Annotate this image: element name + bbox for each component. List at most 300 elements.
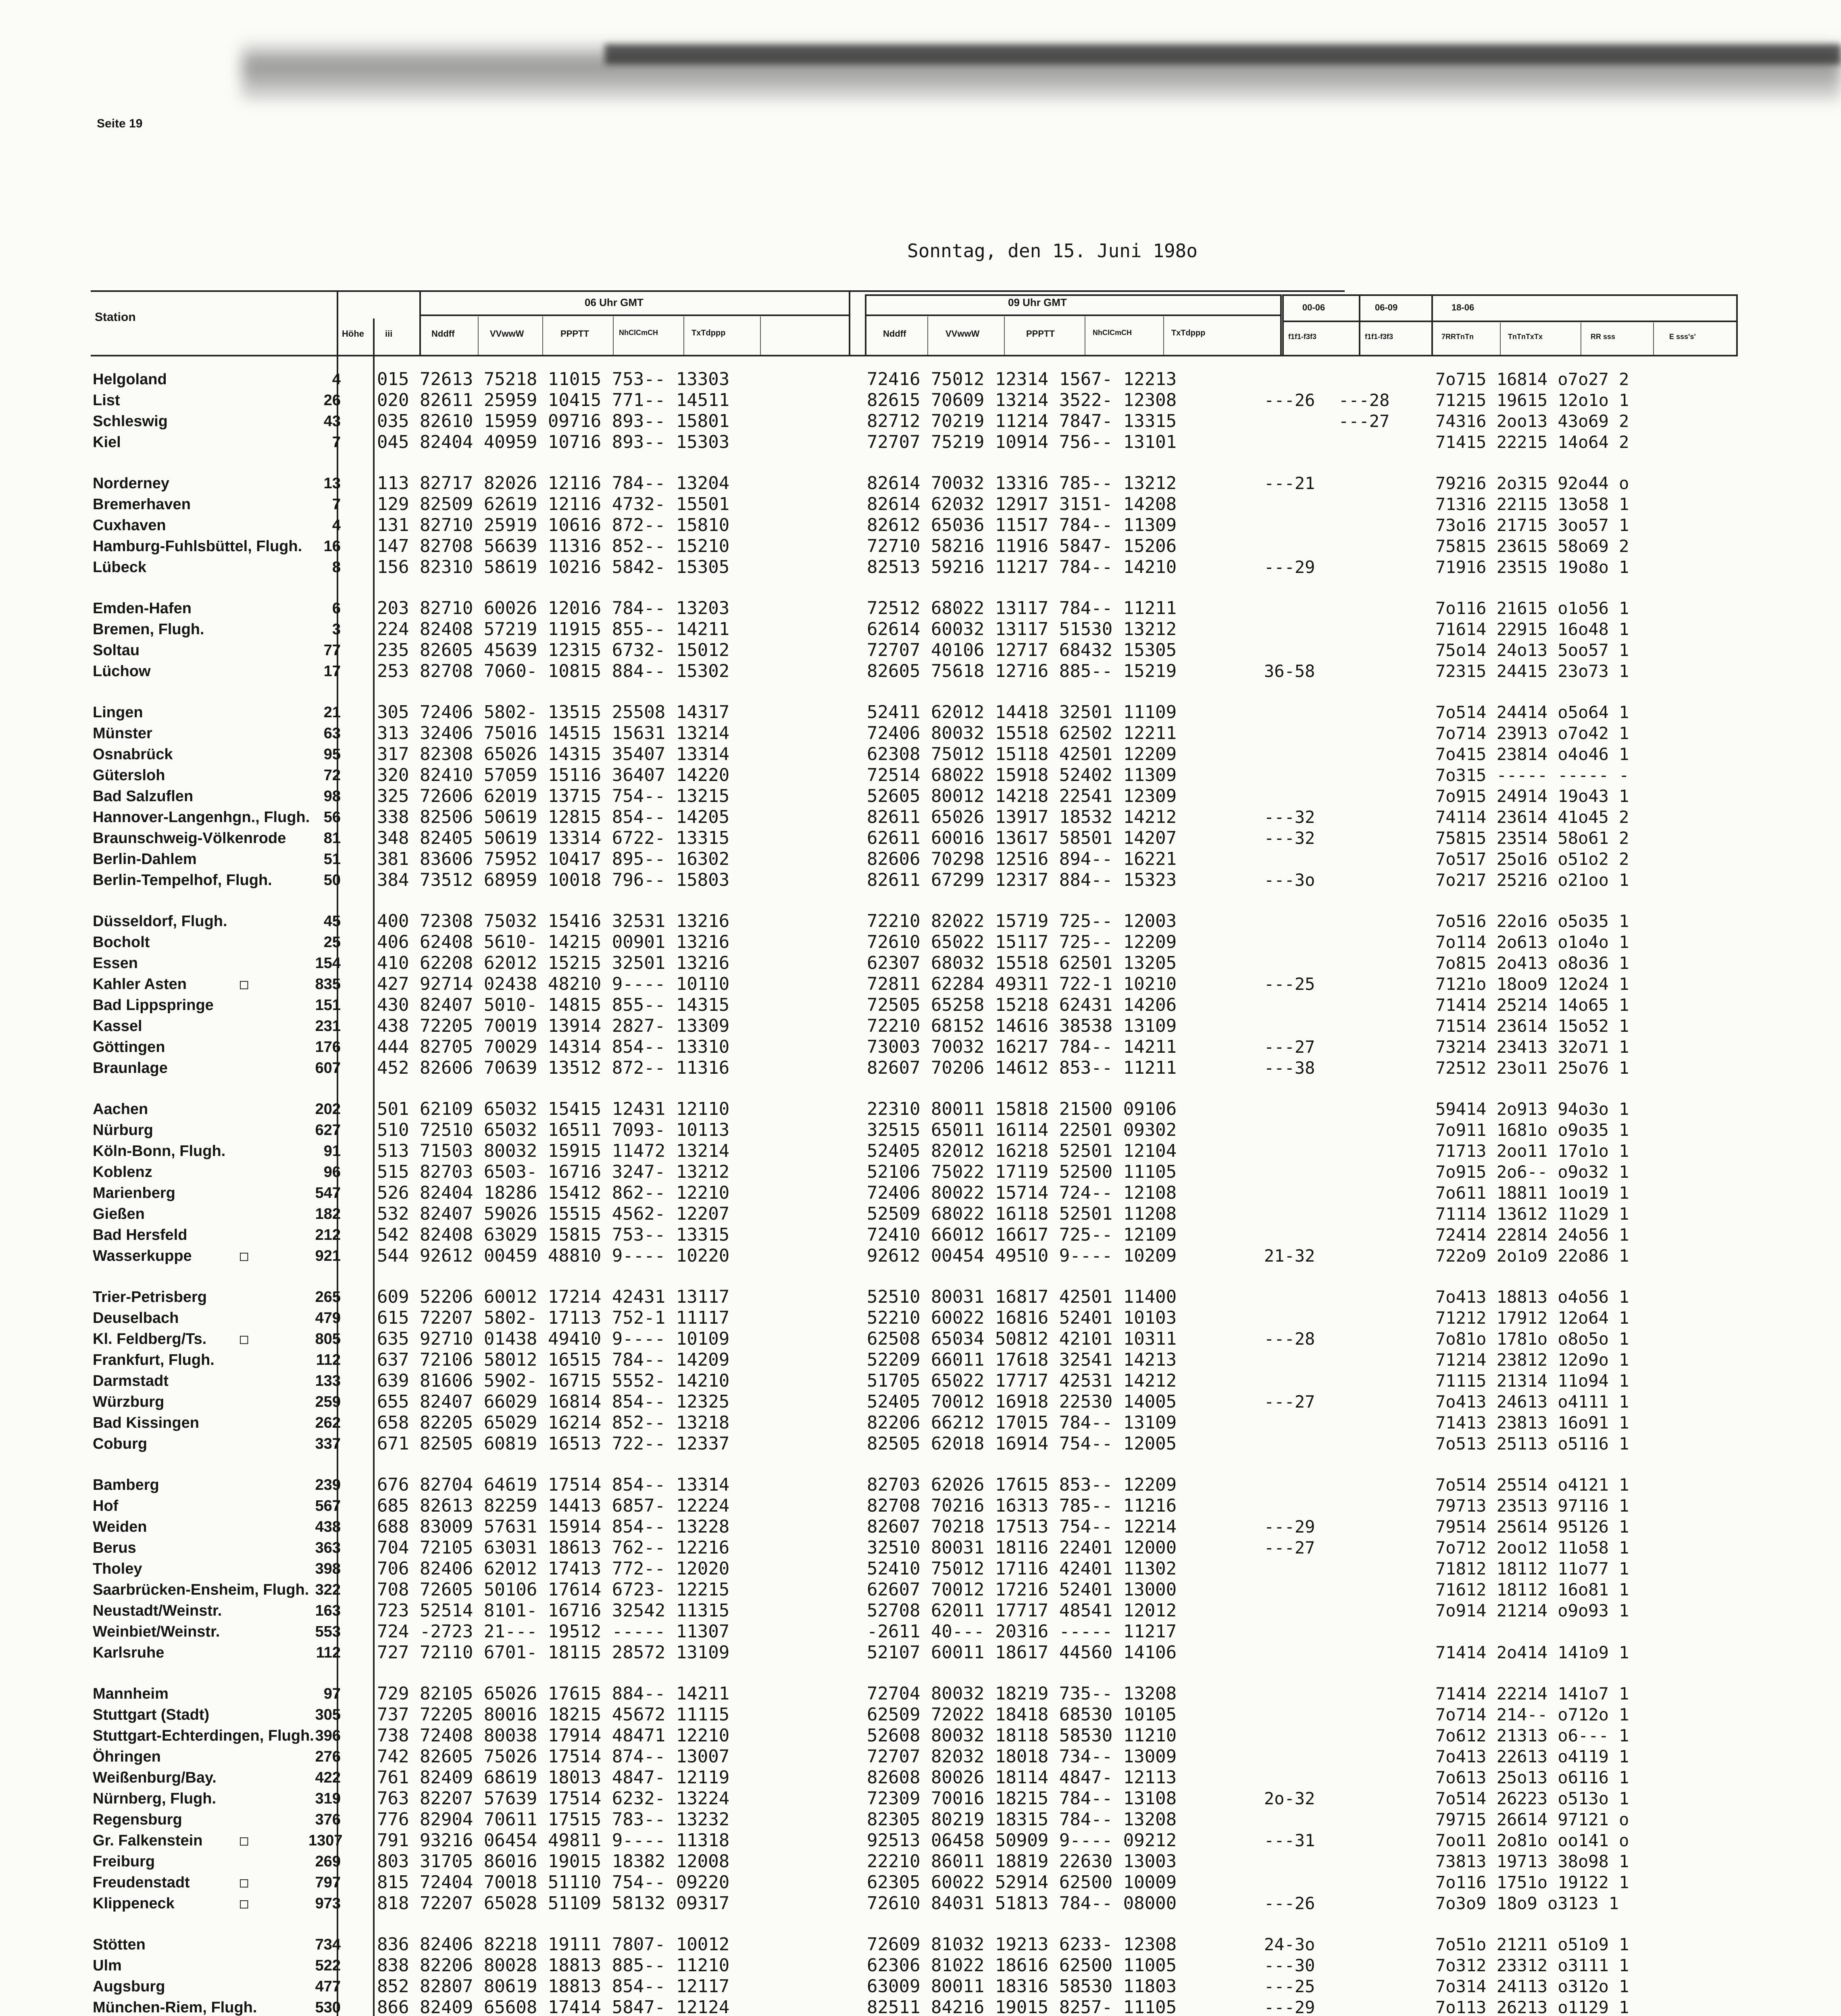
station-hoehe: 269 xyxy=(315,1853,341,1870)
period-1-value: ---21 xyxy=(1264,473,1315,493)
table-row xyxy=(0,1642,1841,1663)
station-hoehe: 259 xyxy=(315,1393,341,1410)
obs-09-gmt: 82607 70206 14612 853-- 11211 xyxy=(867,1058,1177,1078)
obs-09-gmt: 62611 60016 13617 58501 14207 xyxy=(867,828,1177,848)
station-hoehe: 530 xyxy=(315,1999,341,2016)
station-hoehe: 51 xyxy=(323,851,341,868)
obs-06-gmt: 452 82606 70639 13512 872-- 11316 xyxy=(377,1058,730,1078)
header-09-col-4: NhClCmCH xyxy=(1093,329,1132,337)
station-name: Norderney xyxy=(93,475,170,492)
obs-09-gmt: -2611 40--- 20316 ----- 11217 xyxy=(867,1621,1177,1642)
obs-09-gmt: 52410 75012 17116 42401 11302 xyxy=(867,1558,1177,1579)
summary-values: 7121o 18oo9 12o24 1 xyxy=(1435,974,1629,994)
summary-values: 72315 24415 23o73 1 xyxy=(1435,661,1629,681)
obs-06-gmt: 381 83606 75952 10417 895-- 16302 xyxy=(377,849,730,869)
station-hoehe: 182 xyxy=(315,1206,341,1223)
station-name: Osnabrück xyxy=(93,746,173,763)
station-hoehe: 50 xyxy=(323,872,341,889)
station-name: Lübeck xyxy=(93,559,147,576)
station-hoehe: 322 xyxy=(315,1581,341,1598)
summary-values: 72512 23o11 25o76 1 xyxy=(1435,1058,1629,1078)
obs-06-gmt: 325 72606 62019 13715 754-- 13215 xyxy=(377,786,730,806)
table-row xyxy=(0,1788,1841,1809)
obs-09-gmt: 82305 80219 18315 784-- 13208 xyxy=(867,1809,1177,1830)
obs-06-gmt: 803 31705 86016 19015 18382 12008 xyxy=(377,1851,730,1872)
station-name: Nürburg xyxy=(93,1122,153,1139)
station-name: Kiel xyxy=(93,434,121,451)
station-hoehe: 627 xyxy=(315,1122,341,1139)
summary-values: 7o611 18811 1oo19 1 xyxy=(1435,1183,1629,1203)
summary-values: 7o415 23814 o4o46 1 xyxy=(1435,744,1629,764)
station-name: Lingen xyxy=(93,704,143,721)
summary-values: 7o51o 21211 o51o9 1 xyxy=(1435,1935,1629,1954)
table-row xyxy=(0,1955,1841,1976)
table-row xyxy=(0,1579,1841,1600)
obs-06-gmt: 742 82605 75026 17514 874-- 13007 xyxy=(377,1746,730,1767)
header-06-col-3: PPPTT xyxy=(560,329,589,339)
obs-06-gmt: 723 52514 8101- 16716 32542 11315 xyxy=(377,1600,730,1621)
obs-06-gmt: 438 72205 70019 13914 2827- 13309 xyxy=(377,1016,730,1036)
station-hoehe: 25 xyxy=(323,934,341,951)
obs-09-gmt: 82513 59216 11217 784-- 14210 xyxy=(867,557,1177,577)
summary-values: 7o612 21313 o6--- 1 xyxy=(1435,1726,1629,1745)
obs-06-gmt: 544 92612 00459 48810 9---- 10220 xyxy=(377,1245,730,1266)
obs-09-gmt: 92513 06458 50909 9---- 09212 xyxy=(867,1830,1177,1851)
summary-values: 79715 26614 97121 o xyxy=(1435,1810,1629,1829)
obs-06-gmt: 688 83009 57631 15914 854-- 13228 xyxy=(377,1516,730,1537)
station-hoehe: 202 xyxy=(315,1101,341,1118)
obs-06-gmt: 791 93216 06454 49811 9---- 11318 xyxy=(377,1830,730,1851)
table-row xyxy=(0,1600,1841,1621)
period-1-value: ---27 xyxy=(1264,1538,1315,1558)
obs-09-gmt: 72610 84031 51813 784-- 08000 xyxy=(867,1893,1177,1914)
table-row xyxy=(0,1830,1841,1851)
obs-09-gmt: 72710 58216 11916 5847- 15206 xyxy=(867,536,1177,556)
header-06-col-5: TxTdppp xyxy=(691,329,726,337)
summary-values: 71414 25214 14o65 1 xyxy=(1435,995,1629,1015)
obs-06-gmt: 338 82506 50619 12815 854-- 14205 xyxy=(377,807,730,827)
obs-09-gmt: 72406 80032 15518 62502 12211 xyxy=(867,723,1177,744)
obs-09-gmt: 62306 81022 18616 62500 11005 xyxy=(867,1955,1177,1976)
station-hoehe: 319 xyxy=(315,1790,341,1807)
table-row xyxy=(0,619,1841,640)
station-hoehe: 112 xyxy=(316,1352,341,1368)
summary-values: 71514 23614 15o52 1 xyxy=(1435,1016,1629,1036)
obs-06-gmt: 676 82704 64619 17514 854-- 13314 xyxy=(377,1475,730,1495)
station-name: Weinbiet/Weinstr. xyxy=(93,1623,220,1640)
station-hoehe: 479 xyxy=(315,1310,341,1327)
summary-values: 74114 23614 41o45 2 xyxy=(1435,807,1629,827)
square-icon: □ xyxy=(240,1248,248,1264)
obs-06-gmt: 738 72408 80038 17914 48471 12210 xyxy=(377,1725,730,1746)
obs-09-gmt: 73003 70032 16217 784-- 14211 xyxy=(867,1037,1177,1057)
station-name: Stötten xyxy=(93,1936,146,1953)
station-hoehe: 398 xyxy=(315,1560,341,1577)
station-name: Gießen xyxy=(93,1206,145,1223)
period-1-value: ---38 xyxy=(1264,1058,1315,1078)
obs-09-gmt: 72707 75219 10914 756-- 13101 xyxy=(867,432,1177,452)
station-hoehe: 797 xyxy=(315,1874,341,1891)
obs-06-gmt: 761 82409 68619 18013 4847- 12119 xyxy=(377,1767,730,1788)
station-hoehe: 438 xyxy=(315,1518,341,1535)
obs-06-gmt: 513 71503 80032 15915 11472 13214 xyxy=(377,1141,730,1161)
station-name: Bad Kissingen xyxy=(93,1414,199,1431)
obs-09-gmt: 52209 66011 17618 32541 14213 xyxy=(867,1350,1177,1370)
period-1-value: ---30 xyxy=(1264,1956,1315,1975)
obs-09-gmt: 52405 82012 16218 52501 12104 xyxy=(867,1141,1177,1161)
obs-09-gmt: 82708 70216 16313 785-- 11216 xyxy=(867,1495,1177,1516)
station-hoehe: 72 xyxy=(323,767,341,784)
obs-06-gmt: 671 82505 60819 16513 722-- 12337 xyxy=(377,1433,730,1454)
period-1-value: ---31 xyxy=(1264,1831,1315,1850)
table-row xyxy=(0,411,1841,432)
station-name: Würzburg xyxy=(93,1393,165,1410)
station-name: Braunschweig-Völkenrode xyxy=(93,830,286,847)
page-number: Seite 19 xyxy=(97,117,143,130)
obs-06-gmt: 727 72110 6701- 18115 28572 13109 xyxy=(377,1642,730,1663)
station-name: Trier-Petrisberg xyxy=(93,1289,207,1306)
station-name: Köln-Bonn, Flugh. xyxy=(93,1143,226,1160)
obs-09-gmt: 52605 80012 14218 22541 12309 xyxy=(867,786,1177,806)
summary-values: 7o714 214-- o712o 1 xyxy=(1435,1705,1629,1724)
station-name: Cuxhaven xyxy=(93,517,166,534)
header-period-3: 18-06 xyxy=(1452,302,1474,312)
table-row xyxy=(0,1391,1841,1412)
summary-values: 75815 23514 58o61 2 xyxy=(1435,828,1629,848)
obs-09-gmt: 52510 80031 16817 42501 11400 xyxy=(867,1287,1177,1307)
obs-06-gmt: 737 72205 80016 18215 45672 11115 xyxy=(377,1704,730,1725)
station-hoehe: 276 xyxy=(315,1748,341,1765)
station-hoehe: 7 xyxy=(332,496,341,513)
table-row xyxy=(0,390,1841,411)
obs-06-gmt: 406 62408 5610- 14215 00901 13216 xyxy=(377,932,730,952)
obs-06-gmt: 763 82207 57639 17514 6232- 13224 xyxy=(377,1788,730,1809)
header-hoehe: Höhe xyxy=(342,329,364,339)
station-hoehe: 567 xyxy=(315,1497,341,1514)
obs-09-gmt: 62508 65034 50812 42101 10311 xyxy=(867,1329,1177,1349)
station-name: Bremen, Flugh. xyxy=(93,621,204,638)
station-name: Münster xyxy=(93,725,152,742)
obs-09-gmt: 72514 68022 15918 52402 11309 xyxy=(867,765,1177,785)
station-name: Bremerhaven xyxy=(93,496,191,513)
table-row xyxy=(0,995,1841,1016)
station-hoehe: 63 xyxy=(323,725,341,742)
obs-09-gmt: 51705 65022 17717 42531 14212 xyxy=(867,1370,1177,1391)
station-hoehe: 1307 xyxy=(308,1832,343,1849)
obs-06-gmt: 203 82710 60026 12016 784-- 13203 xyxy=(377,598,730,619)
obs-09-gmt: 72707 82032 18018 734-- 13009 xyxy=(867,1746,1177,1767)
obs-09-gmt: 52411 62012 14418 32501 11109 xyxy=(867,702,1177,723)
station-hoehe: 163 xyxy=(315,1602,341,1619)
summary-values: 71414 2o414 141o9 1 xyxy=(1435,1643,1629,1662)
period-1-value: ---26 xyxy=(1264,1893,1315,1913)
station-hoehe: 734 xyxy=(315,1936,341,1953)
period-1-value: ---27 xyxy=(1264,1037,1315,1057)
period-2-value: ---28 xyxy=(1339,390,1390,410)
header-09-gmt: 09 Uhr GMT xyxy=(1008,296,1067,308)
table-row xyxy=(0,1704,1841,1725)
station-hoehe: 8 xyxy=(332,559,341,576)
summary-values: 7o815 2o413 o8o36 1 xyxy=(1435,953,1629,973)
header-period-1-sub: f1f1-f3f3 xyxy=(1288,333,1317,341)
obs-09-gmt: 82611 67299 12317 884-- 15323 xyxy=(867,870,1177,890)
station-name: Berlin-Tempelhof, Flugh. xyxy=(93,872,272,889)
table-row xyxy=(0,1976,1841,1997)
obs-06-gmt: 147 82708 56639 11316 852-- 15210 xyxy=(377,536,730,556)
station-name: Kl. Feldberg/Ts. xyxy=(93,1331,207,1347)
station-name: Saarbrücken-Ensheim, Flugh. xyxy=(93,1581,309,1598)
summary-values: 7o514 25514 o4121 1 xyxy=(1435,1475,1629,1495)
obs-06-gmt: 348 82405 50619 13314 6722- 13315 xyxy=(377,828,730,848)
obs-06-gmt: 532 82407 59026 15515 4562- 12207 xyxy=(377,1204,730,1224)
station-hoehe: 81 xyxy=(323,830,341,847)
station-hoehe: 921 xyxy=(315,1248,341,1264)
station-hoehe: 522 xyxy=(315,1957,341,1974)
station-hoehe: 6 xyxy=(332,600,341,617)
station-name: List xyxy=(93,392,120,409)
obs-06-gmt: 515 82703 6503- 16716 3247- 13212 xyxy=(377,1162,730,1182)
header-temp-sub: TnTnTxTx xyxy=(1508,333,1543,341)
table-row xyxy=(0,1350,1841,1370)
summary-values: 73o16 21715 3oo57 1 xyxy=(1435,515,1629,535)
obs-09-gmt: 62607 70012 17216 52401 13000 xyxy=(867,1579,1177,1600)
summary-values: 7o114 2o613 o1o4o 1 xyxy=(1435,932,1629,952)
station-hoehe: 835 xyxy=(315,976,341,993)
obs-09-gmt: 72416 75012 12314 1567- 12213 xyxy=(867,369,1177,389)
table-row xyxy=(0,1287,1841,1308)
obs-09-gmt: 72512 68022 13117 784-- 11211 xyxy=(867,598,1177,619)
period-1-value: 36-58 xyxy=(1264,661,1315,681)
table-row xyxy=(0,1120,1841,1141)
header-06-col-2: VVwwW xyxy=(490,329,524,339)
period-1-value: 24-3o xyxy=(1264,1935,1315,1954)
summary-values: 7o113 26213 o1129 1 xyxy=(1435,1997,1629,2016)
header-period-3-sub: 7RRTnTn xyxy=(1441,333,1474,341)
header-period-1: 00-06 xyxy=(1302,302,1325,312)
obs-09-gmt: 72505 65258 15218 62431 14206 xyxy=(867,995,1177,1015)
station-hoehe: 176 xyxy=(315,1039,341,1056)
obs-09-gmt: 82612 65036 11517 784-- 11309 xyxy=(867,515,1177,535)
table-row xyxy=(0,1683,1841,1704)
period-2-value: ---27 xyxy=(1339,411,1390,431)
table-row xyxy=(0,1621,1841,1642)
header-e-sub: E sss's' xyxy=(1669,333,1696,341)
obs-06-gmt: 131 82710 25919 10616 872-- 15810 xyxy=(377,515,730,535)
station-name: München-Riem, Flugh. xyxy=(93,1999,257,2016)
summary-values: 71916 23515 19o8o 1 xyxy=(1435,557,1629,577)
header-period-2: 06-09 xyxy=(1375,302,1398,312)
header-06-col-4: NhClCmCH xyxy=(619,329,658,337)
obs-06-gmt: 542 82408 63029 15815 753-- 13315 xyxy=(377,1225,730,1245)
station-hoehe: 112 xyxy=(316,1644,341,1661)
summary-values: 75o14 24o13 5oo57 1 xyxy=(1435,640,1629,660)
obs-09-gmt: 52106 75022 17119 52500 11105 xyxy=(867,1162,1177,1182)
station-hoehe: 7 xyxy=(332,434,341,451)
obs-09-gmt: 82206 66212 17015 784-- 13109 xyxy=(867,1412,1177,1433)
station-hoehe: 96 xyxy=(323,1164,341,1181)
table-row xyxy=(0,1934,1841,1955)
obs-06-gmt: 384 73512 68959 10018 796-- 15803 xyxy=(377,870,730,890)
obs-09-gmt: 63009 80011 18316 58530 11803 xyxy=(867,1976,1177,1997)
summary-values: 71316 22115 13o58 1 xyxy=(1435,494,1629,514)
period-1-value: ---28 xyxy=(1264,1329,1315,1349)
obs-06-gmt: 400 72308 75032 15416 32531 13216 xyxy=(377,911,730,931)
obs-09-gmt: 82611 65026 13917 18532 14212 xyxy=(867,807,1177,827)
table-row xyxy=(0,744,1841,765)
square-icon: □ xyxy=(240,976,248,992)
table-row xyxy=(0,1016,1841,1037)
station-hoehe: 231 xyxy=(315,1018,341,1035)
station-name: Helgoland xyxy=(93,371,167,388)
obs-06-gmt: 818 72207 65028 51109 58132 09317 xyxy=(377,1893,730,1914)
table-row xyxy=(0,1872,1841,1893)
square-icon: □ xyxy=(240,1833,248,1849)
summary-values: 71114 13612 11o29 1 xyxy=(1435,1204,1629,1224)
table-row xyxy=(0,1183,1841,1204)
obs-09-gmt: 82607 70218 17513 754-- 12214 xyxy=(867,1516,1177,1537)
station-name: Neustadt/Weinstr. xyxy=(93,1602,222,1619)
header-rr-sub: RR sss xyxy=(1591,333,1616,341)
summary-values: 7o914 21214 o9o93 1 xyxy=(1435,1601,1629,1620)
station-name: Deuselbach xyxy=(93,1310,179,1327)
station-name: Schleswig xyxy=(93,413,168,430)
scan-dark-band xyxy=(605,44,1841,65)
station-name: Braunlage xyxy=(93,1060,168,1077)
station-name: Freiburg xyxy=(93,1853,155,1870)
obs-06-gmt: 708 72605 50106 17614 6723- 12215 xyxy=(377,1579,730,1600)
period-1-value: ---29 xyxy=(1264,1517,1315,1537)
station-name: Emden-Hafen xyxy=(93,600,192,617)
summary-values: 71414 22214 141o7 1 xyxy=(1435,1684,1629,1704)
table-row xyxy=(0,557,1841,578)
station-hoehe: 98 xyxy=(323,788,341,805)
obs-06-gmt: 706 82406 62012 17413 772-- 12020 xyxy=(377,1558,730,1579)
station-hoehe: 3 xyxy=(332,621,341,638)
station-name: Frankfurt, Flugh. xyxy=(93,1352,215,1368)
station-hoehe: 805 xyxy=(315,1331,341,1347)
station-name: Gr. Falkenstein xyxy=(93,1832,203,1849)
period-1-value: ---26 xyxy=(1264,390,1315,410)
obs-09-gmt: 62509 72022 18418 68530 10105 xyxy=(867,1704,1177,1725)
station-hoehe: 547 xyxy=(315,1185,341,1202)
station-hoehe: 154 xyxy=(315,955,341,972)
table-row xyxy=(0,807,1841,828)
summary-values: 7o613 25o13 o6116 1 xyxy=(1435,1768,1629,1787)
station-name: Weiden xyxy=(93,1518,147,1535)
station-name: Öhringen xyxy=(93,1748,161,1765)
station-name: Berus xyxy=(93,1539,136,1556)
summary-values: 73813 19713 38o98 1 xyxy=(1435,1851,1629,1871)
obs-06-gmt: 313 32406 75016 14515 15631 13214 xyxy=(377,723,730,744)
table-row xyxy=(0,765,1841,786)
obs-09-gmt: 62307 68032 15518 62501 13205 xyxy=(867,953,1177,973)
summary-values: 7o911 1681o o9o35 1 xyxy=(1435,1120,1629,1140)
table-row xyxy=(0,1329,1841,1350)
header-station: Station xyxy=(95,310,136,324)
obs-06-gmt: 635 92710 01438 49410 9---- 10109 xyxy=(377,1329,730,1349)
station-name: Göttingen xyxy=(93,1039,165,1056)
station-hoehe: 95 xyxy=(323,746,341,763)
obs-06-gmt: 776 82904 70611 17515 783-- 13232 xyxy=(377,1809,730,1830)
station-name: Augsburg xyxy=(93,1978,165,1995)
station-name: Essen xyxy=(93,955,138,972)
station-name: Wasserkuppe xyxy=(93,1248,192,1264)
obs-06-gmt: 113 82717 82026 12116 784-- 13204 xyxy=(377,473,730,494)
station-hoehe: 16 xyxy=(323,538,341,555)
obs-06-gmt: 224 82408 57219 11915 855-- 14211 xyxy=(377,619,730,639)
table-row xyxy=(0,369,1841,390)
table-row xyxy=(0,1746,1841,1767)
period-1-value: ---32 xyxy=(1264,807,1315,827)
station-name: Berlin-Dahlem xyxy=(93,851,197,868)
table-row xyxy=(0,473,1841,494)
table-row xyxy=(0,911,1841,932)
table-row xyxy=(0,974,1841,995)
station-hoehe: 212 xyxy=(315,1227,341,1243)
header-period-2-sub: f1f1-f3f3 xyxy=(1365,333,1393,341)
table-row xyxy=(0,1851,1841,1872)
station-name: Weißenburg/Bay. xyxy=(93,1769,217,1786)
station-hoehe: 56 xyxy=(323,809,341,826)
obs-09-gmt: 62614 60032 13117 51530 13212 xyxy=(867,619,1177,639)
station-name: Nürnberg, Flugh. xyxy=(93,1790,217,1807)
obs-06-gmt: 655 82407 66029 16814 854-- 12325 xyxy=(377,1391,730,1412)
summary-values: 7o715 16814 o7o27 2 xyxy=(1435,369,1629,389)
table-row xyxy=(0,1058,1841,1079)
summary-values: 7o514 26223 o513o 1 xyxy=(1435,1789,1629,1808)
summary-values: 71212 17912 12o64 1 xyxy=(1435,1308,1629,1328)
period-1-value: ---29 xyxy=(1264,557,1315,577)
period-1-value: ---27 xyxy=(1264,1392,1315,1412)
obs-06-gmt: 729 82105 65026 17615 884-- 14211 xyxy=(377,1683,730,1704)
station-hoehe: 13 xyxy=(323,475,341,492)
page-title: Sonntag, den 15. Juni 198o xyxy=(907,240,1198,262)
summary-values: 71215 19615 12o1o 1 xyxy=(1435,390,1629,410)
station-name: Hannover-Langenhgn., Flugh. xyxy=(93,809,310,826)
table-row xyxy=(0,1370,1841,1391)
obs-06-gmt: 852 82807 80619 18813 854-- 12117 xyxy=(377,1976,730,1997)
station-name: Bad Hersfeld xyxy=(93,1227,187,1243)
obs-09-gmt: 72610 65022 15117 725-- 12209 xyxy=(867,932,1177,952)
obs-09-gmt: 72811 62284 49311 722-1 10210 xyxy=(867,974,1177,994)
obs-09-gmt: 52210 60022 16816 52401 10103 xyxy=(867,1308,1177,1328)
station-hoehe: 305 xyxy=(315,1706,341,1723)
station-hoehe: 239 xyxy=(315,1477,341,1493)
summary-values: 71415 22215 14o64 2 xyxy=(1435,432,1629,452)
obs-06-gmt: 444 82705 70029 14314 854-- 13310 xyxy=(377,1037,730,1057)
obs-09-gmt: 82703 62026 17615 853-- 12209 xyxy=(867,1475,1177,1495)
summary-values: 7o3o9 18o9 o3123 1 xyxy=(1435,1893,1619,1913)
obs-06-gmt: 320 82410 57059 15116 36407 14220 xyxy=(377,765,730,785)
station-name: Marienberg xyxy=(93,1185,175,1202)
station-hoehe: 151 xyxy=(315,997,341,1014)
summary-values: 7o915 2o6-- o9o32 1 xyxy=(1435,1162,1629,1182)
station-name: Kahler Asten xyxy=(93,976,187,993)
station-name: Bamberg xyxy=(93,1477,159,1493)
summary-values: 79713 23513 97116 1 xyxy=(1435,1496,1629,1516)
header-09-col-3: PPPTT xyxy=(1026,329,1055,339)
summary-values: 722o9 2o1o9 22o86 1 xyxy=(1435,1246,1629,1266)
obs-06-gmt: 836 82406 82218 19111 7807- 10012 xyxy=(377,1934,730,1955)
station-hoehe: 265 xyxy=(315,1289,341,1306)
obs-06-gmt: 410 62208 62012 15215 32501 13216 xyxy=(377,953,730,973)
station-hoehe: 21 xyxy=(323,704,341,721)
table-row xyxy=(0,786,1841,807)
station-name: Klippeneck xyxy=(93,1895,175,1912)
summary-values: 7o513 25113 o5116 1 xyxy=(1435,1434,1629,1454)
table-row xyxy=(0,953,1841,974)
station-name: Bad Salzuflen xyxy=(93,788,194,805)
